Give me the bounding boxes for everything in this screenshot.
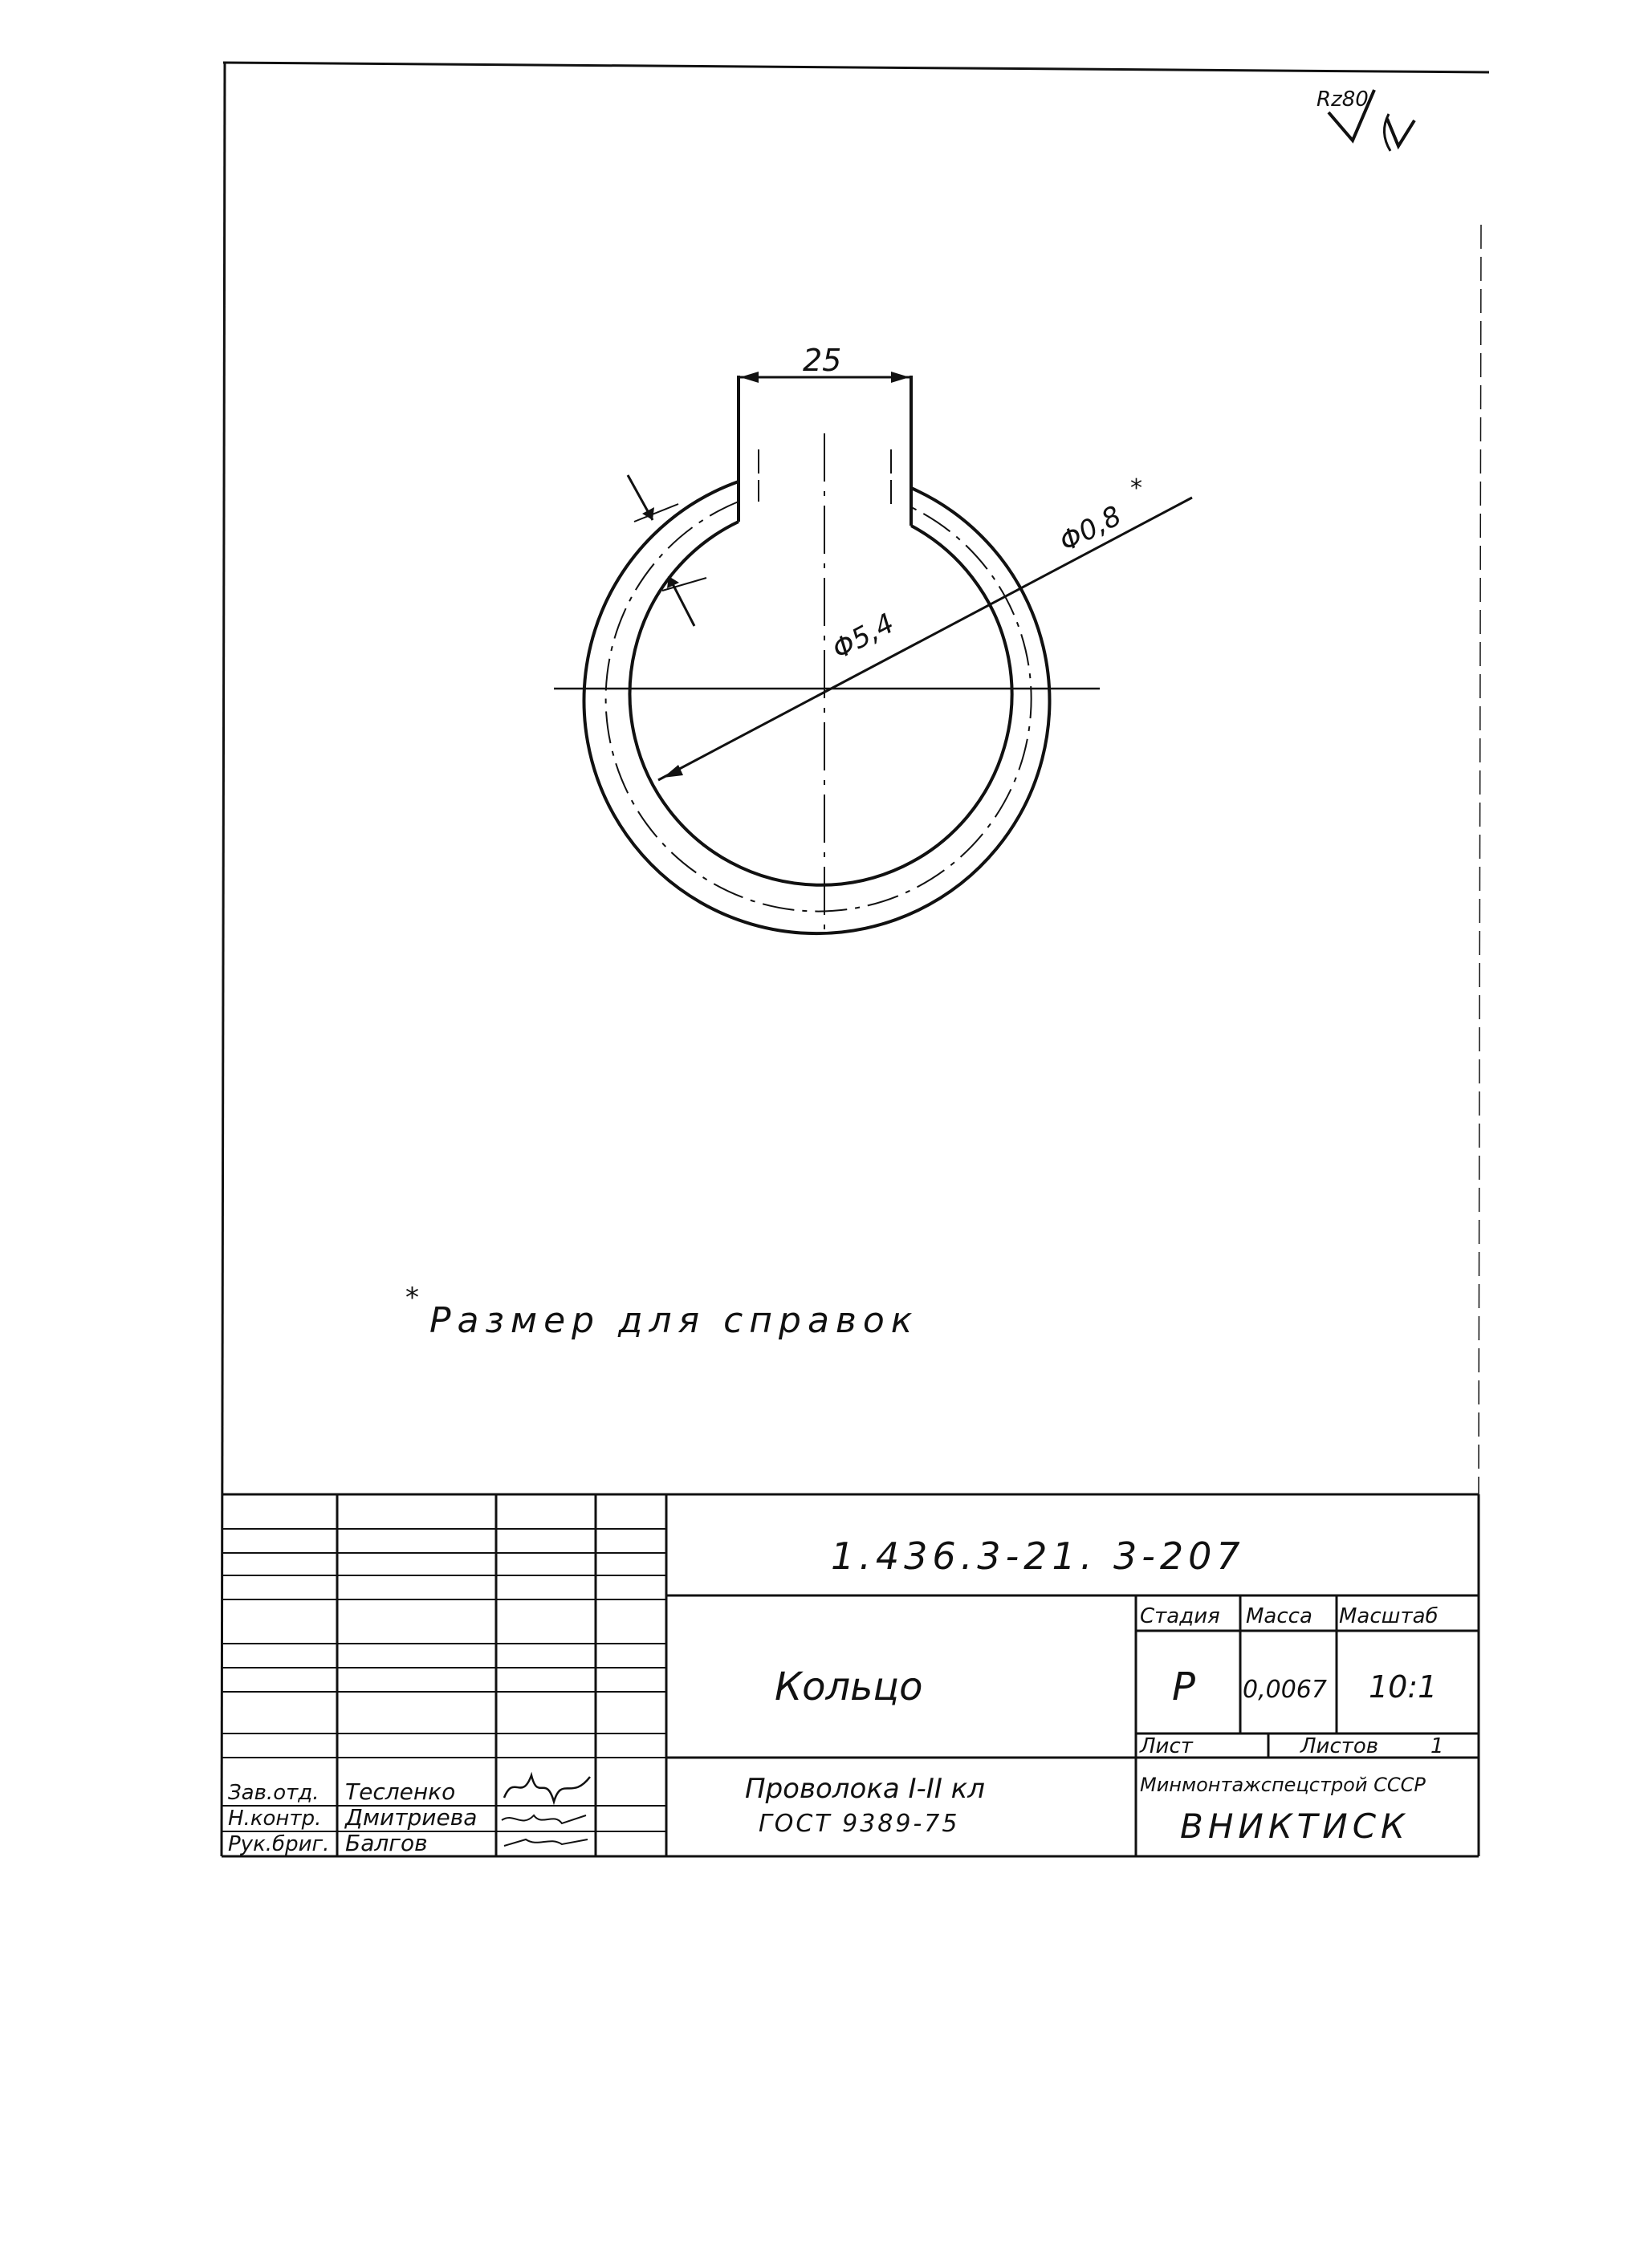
- dim-width-label: 25: [803, 343, 842, 378]
- note-text: Размер для справок: [429, 1300, 919, 1341]
- value-scale: 10:1: [1369, 1669, 1438, 1705]
- dim-wire-asterisk: *: [1130, 474, 1142, 502]
- ring-inner-arc: [630, 522, 1012, 885]
- signature-name: Тесленко: [345, 1778, 456, 1805]
- signature-scribble: [504, 1839, 588, 1846]
- signature-rows: [228, 1775, 590, 1856]
- sheets-count: 1: [1430, 1734, 1444, 1758]
- signature-scribble: [502, 1815, 586, 1823]
- sheet-label: Лист: [1140, 1734, 1193, 1758]
- roughness-label: Rz80: [1316, 87, 1369, 112]
- material-line2: ГОСТ 9389-75: [759, 1810, 960, 1838]
- part-name: Кольцо: [775, 1664, 923, 1709]
- sheets-label: Листов: [1300, 1734, 1379, 1758]
- roughness-symbol: [1316, 87, 1414, 151]
- note-asterisk: *: [405, 1282, 419, 1314]
- ring-axis-arc: [606, 502, 1032, 912]
- organization: ВНИКТИСК: [1180, 1807, 1410, 1846]
- dim-wire-diameter-label: Φ0,8: [1054, 499, 1127, 559]
- document-code: 1.436.3-21. 3-207: [831, 1534, 1245, 1578]
- reference-note: [405, 1282, 918, 1341]
- header-scale: Масштаб: [1339, 1604, 1439, 1628]
- sheet-frame: [222, 63, 1489, 1856]
- material-line1: Проволока I-II кл: [745, 1773, 985, 1805]
- signature-name: Балгов: [345, 1830, 428, 1856]
- value-mass: 0,0067: [1243, 1676, 1327, 1704]
- dim-inner-diameter-label: Φ5,4: [827, 607, 900, 666]
- signature-role: Н.контр.: [228, 1807, 322, 1831]
- signature-role: Зав.отд.: [228, 1781, 319, 1805]
- header-mass: Масса: [1246, 1604, 1312, 1628]
- signature-name: Дмитриева: [345, 1804, 478, 1831]
- value-stage: Р: [1172, 1664, 1195, 1709]
- ministry: Минмонтажспецстрой СССР: [1140, 1774, 1426, 1796]
- signature-scribble: [504, 1775, 590, 1802]
- signature-role: Рук.бриг.: [228, 1832, 330, 1856]
- ring-outer-arc: [584, 482, 1049, 933]
- ring-drawing: [554, 343, 1192, 939]
- header-stage: Стадия: [1140, 1604, 1220, 1628]
